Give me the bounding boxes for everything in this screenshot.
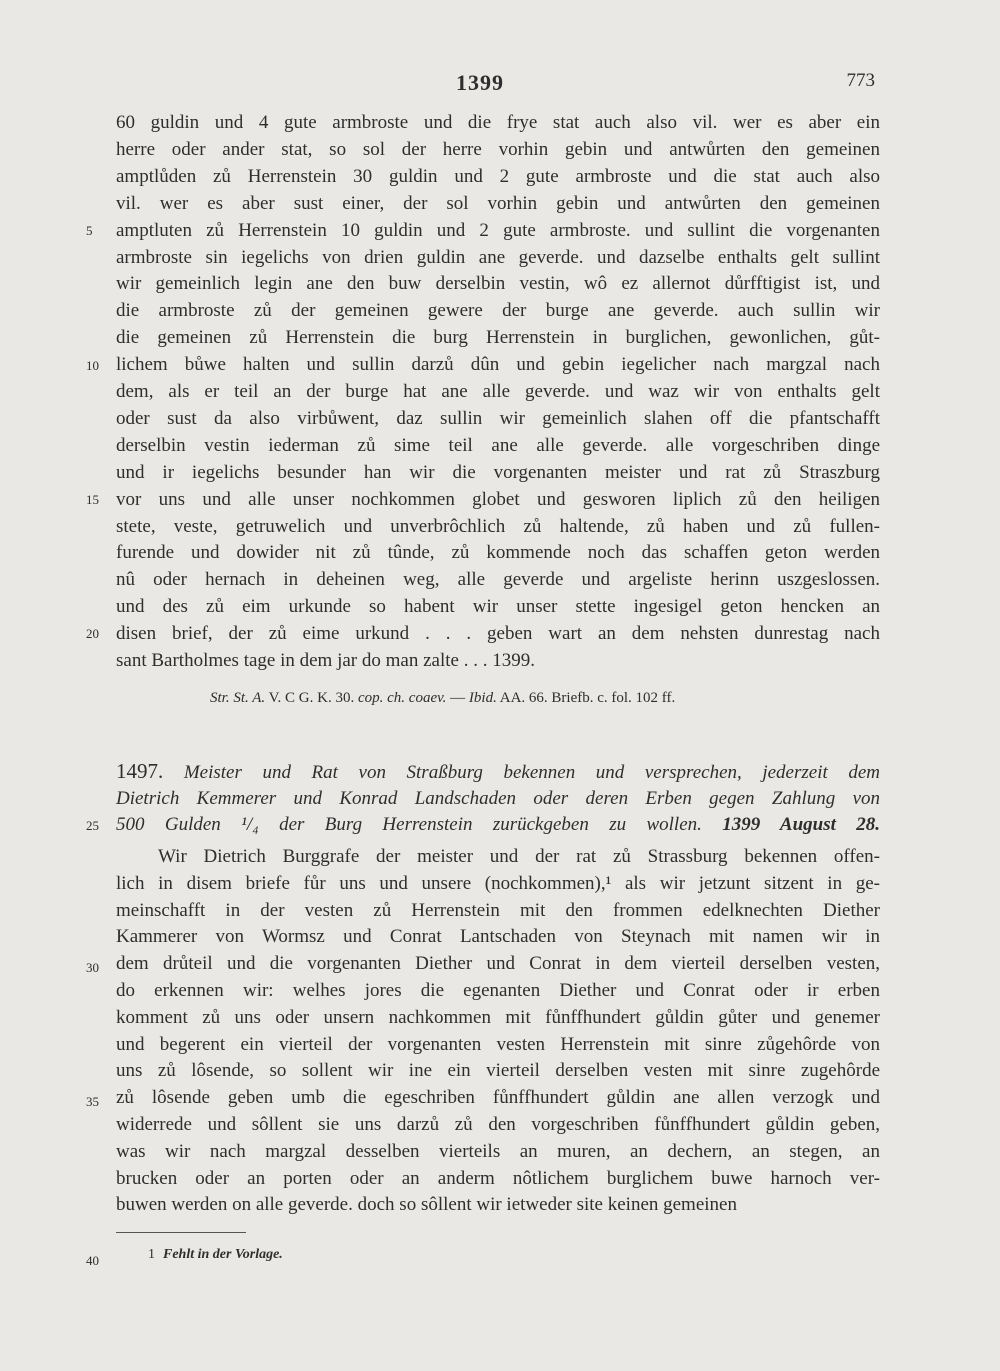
text-line: sant Bartholmes tage in dem jar do man zalte . . . 1399. [116, 650, 535, 671]
text-line: stete, veste, getruwelich und unverbrôchlich zů haltende, zů haben und zů fullen- [116, 515, 880, 537]
text-line: widerrede und sôllent sie uns darzů zů den vorgeschriben fůnffhundert gůldin geben, [116, 1114, 880, 1135]
text-line: und des zů eim urkunde so habent wir unser stette ingesigel geton hencken an [116, 596, 880, 618]
text-line: 60 guldin und 4 gute armbroste und die frye stat auch also vil. wer es aber ein [116, 112, 880, 133]
page-header-year: 1399 [456, 70, 504, 95]
line-number: 20 [86, 626, 99, 641]
text-line: dem, als er teil an der burge hat ane alle geverde. und waz wir von enthalts gelt [116, 381, 880, 402]
text-line: dem drůteil und die vorgenanten Diether und Conrat in dem vierteil derselben vesten, [116, 953, 880, 975]
line-number: 30 [86, 960, 99, 975]
footnote-divider [116, 1232, 246, 1233]
regest-date: 1399 August 28. [722, 814, 880, 835]
text-line: lich in disem briefe fůr uns und unsere (nochkommen),¹ als wir jetzunt sitzent in ge- [116, 872, 880, 894]
text-line: derselbin vestin iederman zů sime teil ane alle geverde. alle vorgeschriben dinge [116, 434, 880, 456]
text-line: armbroste sin iegelichs von drien guldin ane geverde. und dazselbe enthalts gelt sullint [116, 246, 880, 268]
document-number: 1497. [116, 759, 164, 783]
line-number: 5 [86, 223, 93, 238]
text-line: die armbroste zů der gemeinen gewere der burge ane geverde. auch sullin wir [116, 300, 880, 322]
regest-line-1: 1497. Meister und Rat von Straßburg bekennen und versprechen, jederzeit dem [116, 759, 881, 783]
text-line: Wir Dietrich Burggrafe der meister und der rat zů Strassburg bekennen offen- [158, 846, 880, 867]
text-line: brucken oder an porten oder an anderm nôtlichem burglichem buwe harnoch ver- [116, 1167, 880, 1189]
text-line: amptluten zů Herrenstein 10 guldin und 2 gute armbroste. und sullint die vorgenanten [116, 219, 880, 241]
text-line: und begerent ein vierteil der vorgenanten vesten Herrenstein mit sinre zůgehôrde von [116, 1033, 880, 1055]
source-citation: Str. St. A. V. C G. K. 30. cop. ch. coaev. — Ibid. AA. 66. Briefb. c. fol. 102 ff. [210, 690, 676, 706]
text-line: vor uns und alle unser nochkommen globet und gesworen liplich zů den heiligen [116, 488, 880, 510]
text-line: komment zů uns oder unsern nachkommen mit fůnffhundert gůldin gůter und genemer [116, 1006, 880, 1028]
text-line: do erkennen wir: welhes jores die egenanten Diether und Conrat oder ir erben [116, 980, 880, 1001]
text-line: buwen werden on alle geverde. doch so sôllent wir ietweder site keinen gemeinen [116, 1194, 737, 1216]
line-number: 35 [86, 1094, 99, 1109]
text-line: lichem bůwe halten und sullin darzů dûn und gebin iegelicher nach margzal nach [116, 354, 880, 376]
text-line: herre oder ander stat, so sol der herre vorhin gebin und antwůrten den gemeinen [116, 138, 880, 160]
text-line: nû oder hernach in deheinen weg, alle geverde und argeliste herinn uszgeslossen. [116, 569, 880, 591]
text-line: die gemeinen zů Herrenstein die burg Herrenstein in burglichen, gewonlichen, gůt- [116, 327, 880, 349]
text-line: zů lôsende geben umb die egeschriben fůnffhundert gůldin ane allen verzogk und [116, 1087, 880, 1109]
page-number: 773 [846, 70, 875, 91]
text-line: vil. wer es aber sust einer, der sol vorhin gebin und antwůrten den gemeinen [116, 192, 880, 214]
text-line: disen brief, der zů eime urkund . . . geben wart an dem nehsten dunrestag nach [116, 623, 880, 645]
line-number: 40 [86, 1253, 99, 1268]
text-line: meinschafft in der vesten zů Herrenstein mit den frommen edelknechten Diether [116, 899, 880, 921]
line-number: 25 [86, 818, 99, 833]
text-line: oder sust da also virbůwent, daz sullin wir gemeinlich slahen off die pfantschafft [116, 407, 880, 429]
text-line: und ir iegelichs besunder han wir die vorgenanten meister und rat zů Straszburg [116, 461, 880, 483]
regest-line-3: 500 Gulden ¹/₄ der Burg Herrenstein zurückgeben zu wollen. 1399 August 28. [116, 814, 880, 835]
text-line: Kammerer von Wormsz und Conrat Lantschaden von Steynach mit namen wir in [116, 926, 880, 948]
line-number: 10 [86, 358, 99, 373]
text-line: uns zů lôsende, so sollent wir ine ein vierteil derselben vesten mit sinre zugehôrde [116, 1060, 880, 1082]
text-line: wir gemeinlich legin ane den buw derselbin vestin, wô ez allernot důrfftigist ist, und [116, 273, 880, 295]
line-number: 15 [86, 492, 99, 507]
text-line: amptlůden zů Herrenstein 30 guldin und 2 gute armbroste und die stat auch also [116, 165, 880, 187]
footnote: 1 Fehlt in der Vorlage. [148, 1247, 283, 1262]
text-line: furende und dowider nit zů tûnde, zů kommende noch das schaffen geton werden [116, 542, 880, 564]
regest-line-2: Dietrich Kemmerer und Konrad Landschaden oder deren Erben gegen Zahlung von [116, 788, 880, 809]
text-line: was wir nach margzal desselben vierteils an muren, an dechern, an stegen, an [116, 1140, 880, 1162]
